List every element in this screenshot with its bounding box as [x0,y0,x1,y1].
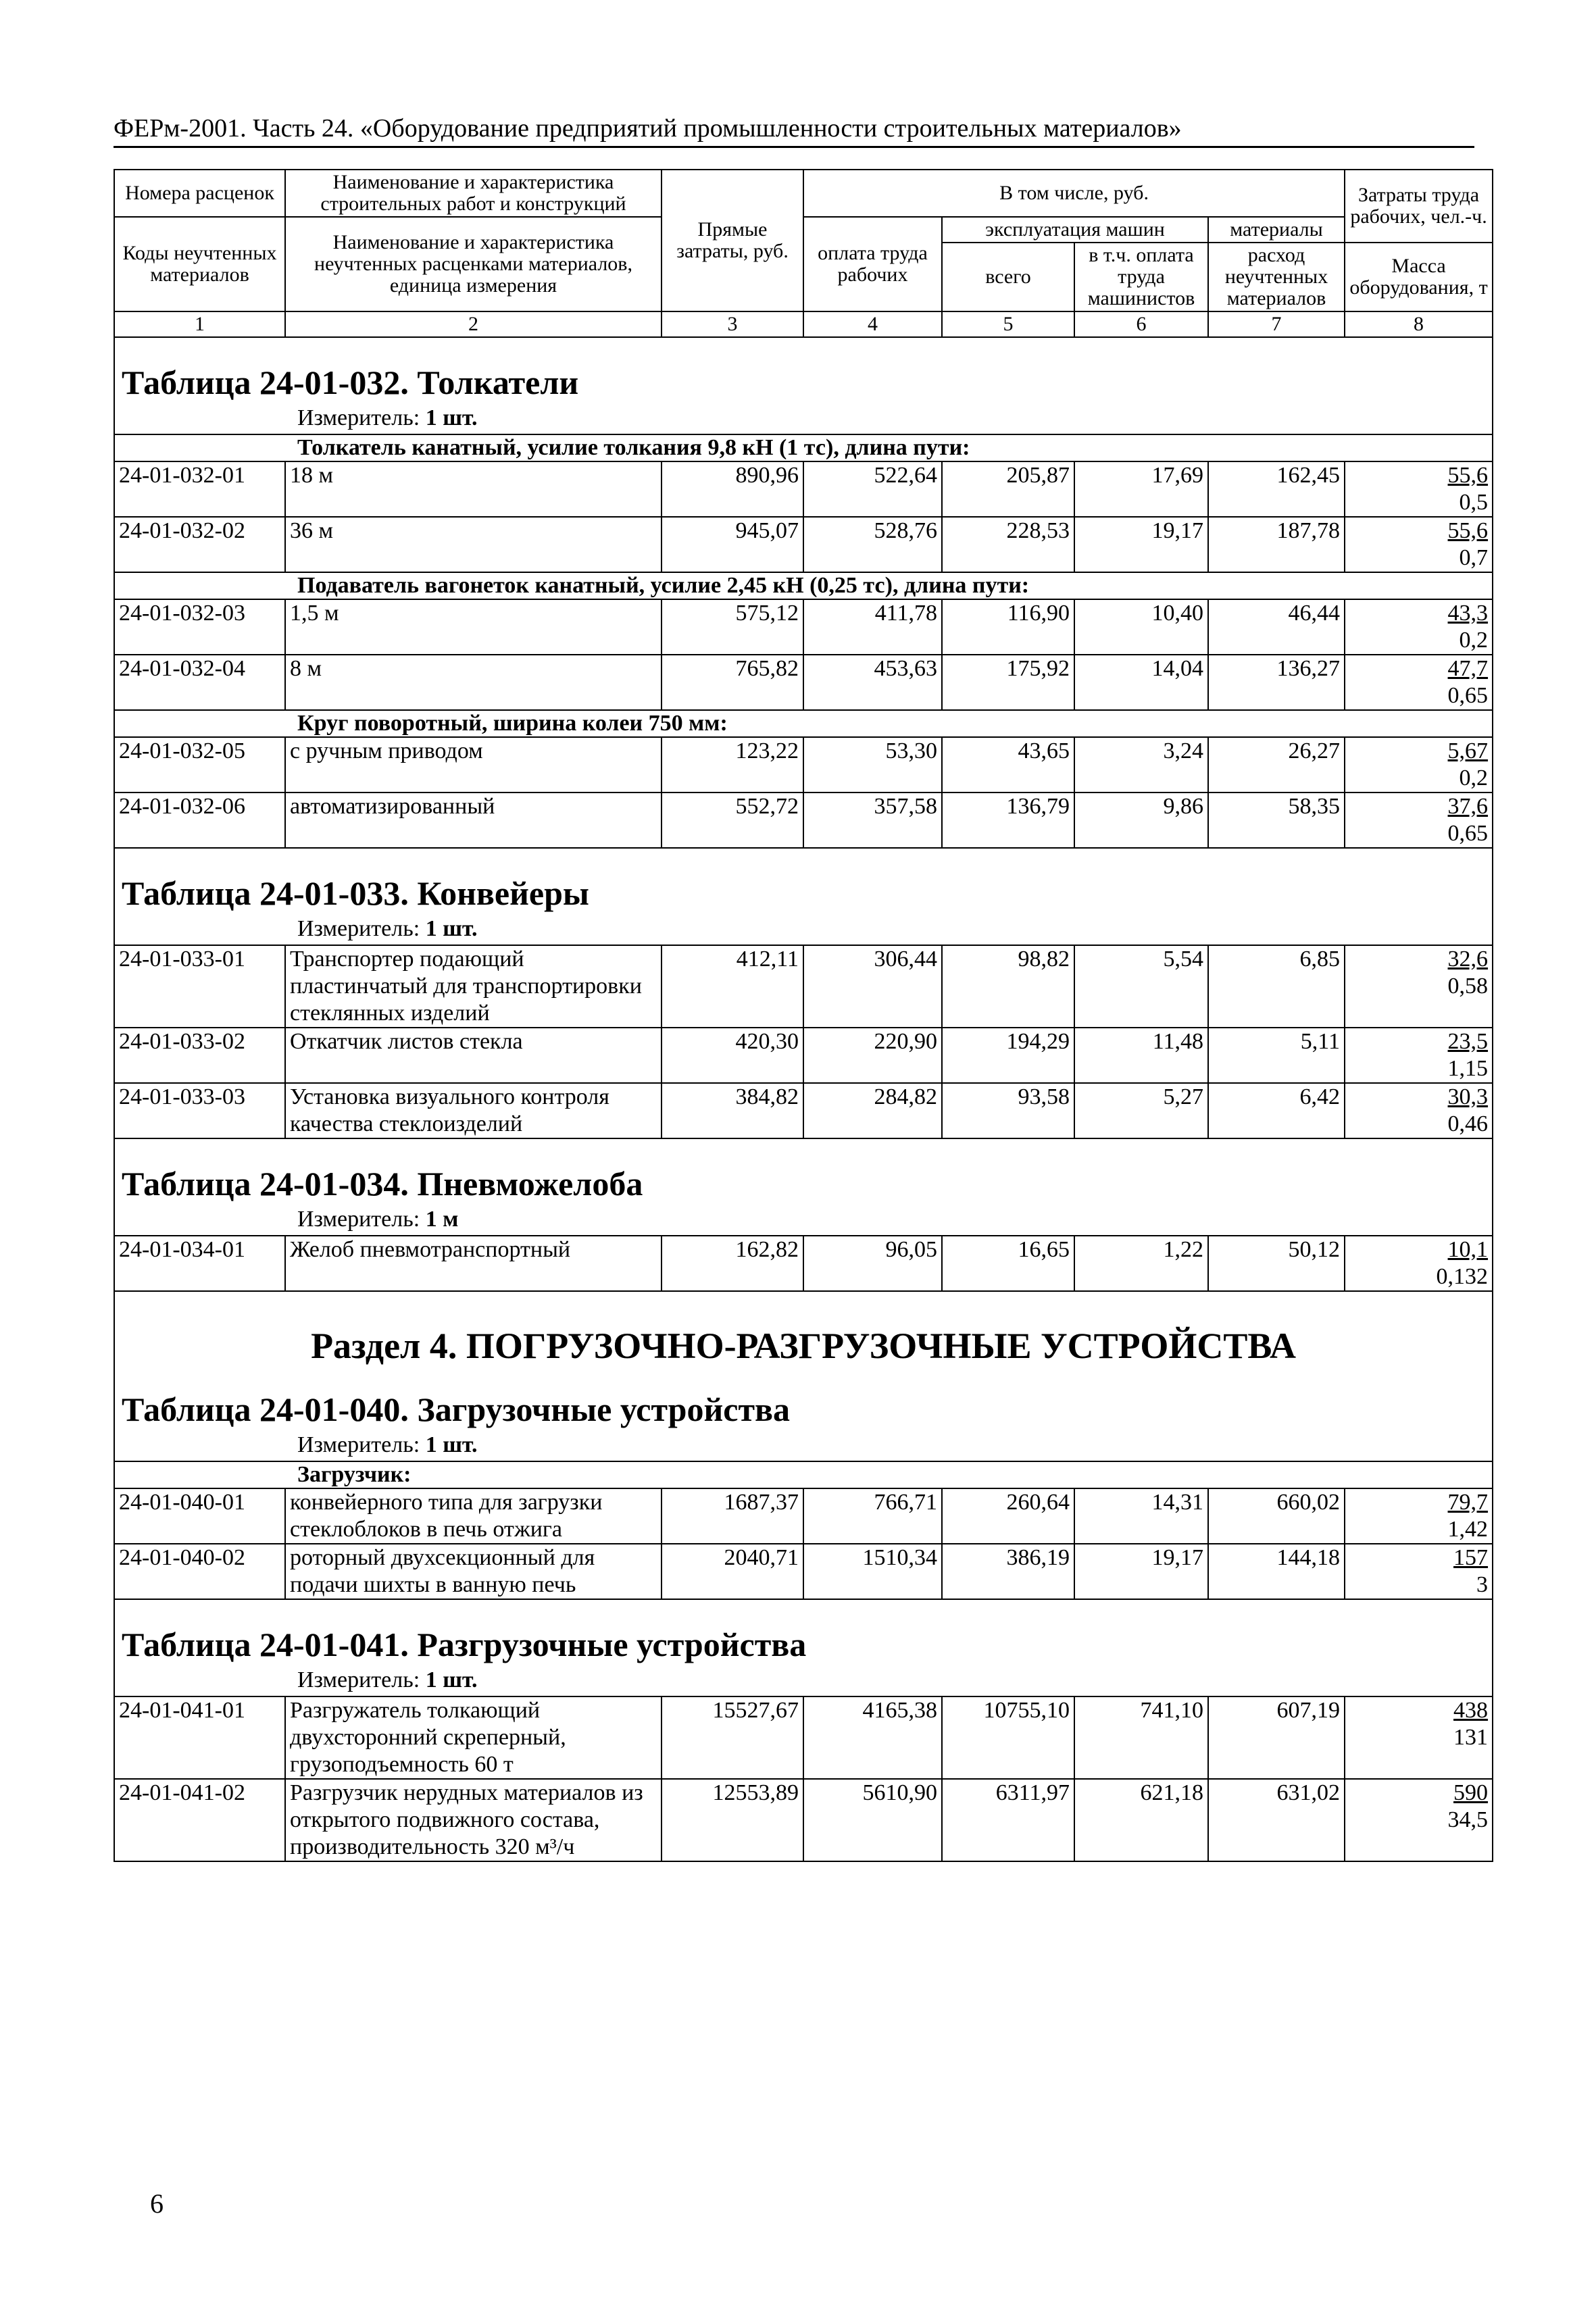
col-number: 3 [662,311,803,337]
mass-value: 0,132 [1436,1264,1489,1289]
labor-mass-cell [1345,655,1493,710]
rates-table [114,169,1493,1862]
measure-value: 1 м [425,1207,459,1232]
table-title: Таблица 24-01-032. Толкатели [114,337,1493,405]
direct-costs: 420,30 [662,1028,803,1083]
direct-costs: 384,82 [662,1083,803,1138]
machines-total: 136,79 [942,793,1074,848]
work-name: 1,5 м [285,599,662,655]
table-034 [114,1138,1493,1291]
rate-code: 24-01-040-01 [114,1488,285,1544]
drivers-wages: 19,17 [1074,517,1208,572]
drivers-wages: 14,31 [1074,1488,1208,1544]
work-name: Желоб пневмотранспортный [285,1236,662,1291]
col-direct-costs-header: Прямые затраты, руб. [662,170,803,311]
machines-total: 93,58 [942,1083,1074,1138]
materials-cost: 6,42 [1208,1083,1345,1138]
machines-total: 10755,10 [942,1696,1074,1779]
measure-value: 1 шт. [425,1667,478,1692]
wages: 411,78 [803,599,942,655]
work-name: с ручным приводом [285,737,662,793]
table-row [114,793,1493,848]
table-row [114,737,1493,793]
group-heading: Подаватель вагонеток канатный, усилие 2,45 кН (0,25 тс), длина пути: [114,572,1493,599]
labor-value: 47,7 [1447,656,1489,681]
table-row [114,461,1493,517]
table-row [114,1488,1493,1544]
column-numbers-row [114,311,1493,337]
col-machines-total-header: всего [942,243,1074,311]
direct-costs: 890,96 [662,461,803,517]
mass-value: 0,2 [1459,628,1489,653]
drivers-wages: 14,04 [1074,655,1208,710]
col-number: 2 [285,311,662,337]
mass-value: 0,65 [1447,683,1489,708]
mass-value: 0,5 [1459,490,1489,515]
measure-value: 1 шт. [425,405,478,430]
machines-total: 175,92 [942,655,1074,710]
labor-mass-cell [1345,1696,1493,1779]
labor-value: 438 [1453,1698,1489,1723]
col-rate-number-header: Номера расценок [114,170,285,217]
materials-cost: 46,44 [1208,599,1345,655]
work-name: Разгружатель толкающий двухсторонний скреперный, грузоподъемность 60 т [285,1696,662,1779]
labor-value: 30,3 [1447,1084,1489,1109]
labor-mass-cell [1345,1083,1493,1138]
machines-total: 194,29 [942,1028,1074,1083]
labor-value: 590 [1453,1780,1489,1805]
rate-code: 24-01-033-03 [114,1083,285,1138]
section-4 [114,1291,1493,1386]
mass-value: 0,65 [1447,821,1489,846]
col-material-codes-header: Коды неучтенных материалов [114,217,285,311]
mass-value: 0,58 [1447,974,1489,999]
main-table-container [114,169,1492,1862]
mass-value: 3 [1476,1572,1489,1597]
wages: 53,30 [803,737,942,793]
wages: 1510,34 [803,1544,942,1599]
table-040 [114,1386,1493,1599]
drivers-wages: 11,48 [1074,1028,1208,1083]
section-title: Раздел 4. ПОГРУЗОЧНО-РАЗГРУЗОЧНЫЕ УСТРОЙСТВА [114,1291,1493,1386]
materials-cost: 26,27 [1208,737,1345,793]
direct-costs: 162,82 [662,1236,803,1291]
direct-costs: 765,82 [662,655,803,710]
mass-value: 131 [1453,1725,1489,1750]
drivers-wages: 19,17 [1074,1544,1208,1599]
wages: 453,63 [803,655,942,710]
labor-value: 43,3 [1447,601,1489,626]
work-name: Транспортер подающий пластинчатый для транспортировки стеклянных изделий [285,945,662,1028]
materials-cost: 50,12 [1208,1236,1345,1291]
header-row-2 [114,217,1493,243]
col-number: 8 [1345,311,1493,337]
drivers-wages: 17,69 [1074,461,1208,517]
drivers-wages: 3,24 [1074,737,1208,793]
table-row [114,655,1493,710]
wages: 5610,90 [803,1779,942,1861]
labor-value: 55,6 [1447,518,1489,543]
wages: 4165,38 [803,1696,942,1779]
direct-costs: 552,72 [662,793,803,848]
work-name: Откатчик листов стекла [285,1028,662,1083]
measure-label: Измеритель: [297,1432,420,1457]
col-labor-header: Затраты труда рабочих, чел.-ч. [1345,170,1493,243]
measure-label: Измеритель: [297,1667,420,1692]
direct-costs: 12553,89 [662,1779,803,1861]
labor-mass-cell [1345,737,1493,793]
wages: 528,76 [803,517,942,572]
labor-mass-cell [1345,599,1493,655]
mass-value: 34,5 [1447,1807,1489,1832]
labor-mass-cell [1345,1544,1493,1599]
direct-costs: 123,22 [662,737,803,793]
wages: 522,64 [803,461,942,517]
work-name: Разгрузчик нерудных материалов из открытого подвижного состава, производительность 320 м³/ч [285,1779,662,1861]
wages: 766,71 [803,1488,942,1544]
table-032 [114,337,1493,848]
labor-value: 79,7 [1447,1490,1489,1515]
labor-value: 55,6 [1447,463,1489,488]
rate-code: 24-01-032-03 [114,599,285,655]
rate-code: 24-01-032-05 [114,737,285,793]
measure-line [114,1667,1493,1696]
col-drivers-header: в т.ч. оплата труда машинистов [1074,243,1208,311]
labor-value: 23,5 [1447,1029,1489,1054]
machines-total: 260,64 [942,1488,1074,1544]
materials-cost: 162,45 [1208,461,1345,517]
col-number: 6 [1074,311,1208,337]
labor-mass-cell [1345,1488,1493,1544]
labor-value: 5,67 [1447,738,1489,763]
measure-line [114,1432,1493,1461]
materials-cost: 187,78 [1208,517,1345,572]
table-row [114,1083,1493,1138]
machines-total: 116,90 [942,599,1074,655]
measure-line [114,1207,1493,1236]
work-name: конвейерного типа для загрузки стеклоблоков в печь отжига [285,1488,662,1544]
work-name: 8 м [285,655,662,710]
group-heading: Загрузчик: [114,1461,1493,1488]
measure-label: Измеритель: [297,1207,420,1232]
mass-value: 1,15 [1447,1056,1489,1081]
materials-cost: 144,18 [1208,1544,1345,1599]
rate-code: 24-01-040-02 [114,1544,285,1599]
direct-costs: 15527,67 [662,1696,803,1779]
table-row [114,1696,1493,1779]
machines-total: 6311,97 [942,1779,1074,1861]
drivers-wages: 10,40 [1074,599,1208,655]
direct-costs: 2040,71 [662,1544,803,1599]
wages: 306,44 [803,945,942,1028]
direct-costs: 945,07 [662,517,803,572]
table-title: Таблица 24-01-034. Пневможелоба [114,1138,1493,1207]
measure-label: Измеритель: [297,916,420,941]
measure-label: Измеритель: [297,405,420,430]
labor-mass-cell [1345,517,1493,572]
page-number: 6 [150,2188,164,2219]
drivers-wages: 741,10 [1074,1696,1208,1779]
wages: 284,82 [803,1083,942,1138]
drivers-wages: 5,54 [1074,945,1208,1028]
drivers-wages: 9,86 [1074,793,1208,848]
table-title: Таблица 24-01-033. Конвейеры [114,848,1493,916]
machines-header: эксплуатация машин [942,217,1208,243]
col-mass-header: Масса оборудования, т [1345,243,1493,311]
table-title: Таблица 24-01-040. Загрузочные устройства [114,1386,1493,1432]
machines-total: 228,53 [942,517,1074,572]
labor-value: 32,6 [1447,947,1489,972]
mass-value: 1,42 [1447,1517,1489,1542]
table-row [114,1028,1493,1083]
labor-value: 10,1 [1447,1237,1489,1262]
materials-cost: 58,35 [1208,793,1345,848]
direct-costs: 575,12 [662,599,803,655]
in-total-header: В том числе, руб. [803,170,1345,217]
mass-value: 0,2 [1459,765,1489,790]
rate-code: 24-01-032-01 [114,461,285,517]
col-material-names-header: Наименование и характеристика неучтенных расценками материалов, единица измерения [285,217,662,311]
materials-header: материалы [1208,217,1345,243]
work-name: автоматизированный [285,793,662,848]
work-name: Установка визуального контроля качества стеклоизделий [285,1083,662,1138]
col-wages-header: оплата труда рабочих [803,217,942,311]
wages: 220,90 [803,1028,942,1083]
drivers-wages: 5,27 [1074,1083,1208,1138]
machines-total: 98,82 [942,945,1074,1028]
work-name: 18 м [285,461,662,517]
wages: 357,58 [803,793,942,848]
measure-line [114,916,1493,945]
group-heading: Круг поворотный, ширина колеи 750 мм: [114,710,1493,737]
rate-code: 24-01-041-01 [114,1696,285,1779]
group-heading: Толкатель канатный, усилие толкания 9,8 кН (1 тс), длина пути: [114,434,1493,461]
materials-cost: 660,02 [1208,1488,1345,1544]
table-row [114,945,1493,1028]
materials-cost: 607,19 [1208,1696,1345,1779]
work-name: 36 м [285,517,662,572]
table-033 [114,848,1493,1138]
rate-code: 24-01-041-02 [114,1779,285,1861]
machines-total: 43,65 [942,737,1074,793]
labor-mass-cell [1345,945,1493,1028]
labor-mass-cell [1345,461,1493,517]
col-number: 7 [1208,311,1345,337]
labor-value: 157 [1453,1545,1489,1570]
col-number: 5 [942,311,1074,337]
work-name: роторный двухсекционный для подачи шихты в ванную печь [285,1544,662,1599]
header-row-1 [114,170,1493,217]
col-number: 1 [114,311,285,337]
rate-code: 24-01-033-02 [114,1028,285,1083]
measure-value: 1 шт. [425,916,478,941]
measure-line [114,405,1493,434]
labor-mass-cell [1345,793,1493,848]
drivers-wages: 1,22 [1074,1236,1208,1291]
mass-value: 0,46 [1447,1111,1489,1136]
wages: 96,05 [803,1236,942,1291]
table-row [114,1779,1493,1861]
table-row [114,1236,1493,1291]
rate-code: 24-01-032-02 [114,517,285,572]
materials-cost: 6,85 [1208,945,1345,1028]
col-materials-header: расход неучтенных материалов [1208,243,1345,311]
mass-value: 0,7 [1459,545,1489,570]
labor-value: 37,6 [1447,794,1489,819]
rate-code: 24-01-032-06 [114,793,285,848]
rate-code: 24-01-033-01 [114,945,285,1028]
direct-costs: 412,11 [662,945,803,1028]
labor-mass-cell [1345,1236,1493,1291]
materials-cost: 5,11 [1208,1028,1345,1083]
labor-mass-cell [1345,1779,1493,1861]
direct-costs: 1687,37 [662,1488,803,1544]
materials-cost: 631,02 [1208,1779,1345,1861]
page-header: ФЕРм-2001. Часть 24. «Оборудование предприятий промышленности строительных материалов» [114,114,1474,148]
table-title: Таблица 24-01-041. Разгрузочные устройства [114,1599,1493,1667]
labor-mass-cell [1345,1028,1493,1083]
table-row [114,599,1493,655]
rate-code: 24-01-032-04 [114,655,285,710]
table-041 [114,1599,1493,1861]
machines-total: 16,65 [942,1236,1074,1291]
materials-cost: 136,27 [1208,655,1345,710]
table-row [114,517,1493,572]
machines-total: 386,19 [942,1544,1074,1599]
table-row [114,1544,1493,1599]
col-number: 4 [803,311,942,337]
machines-total: 205,87 [942,461,1074,517]
rate-code: 24-01-034-01 [114,1236,285,1291]
col-work-name-header: Наименование и характеристика строительных работ и конструкций [285,170,662,217]
drivers-wages: 621,18 [1074,1779,1208,1861]
measure-value: 1 шт. [425,1432,478,1457]
